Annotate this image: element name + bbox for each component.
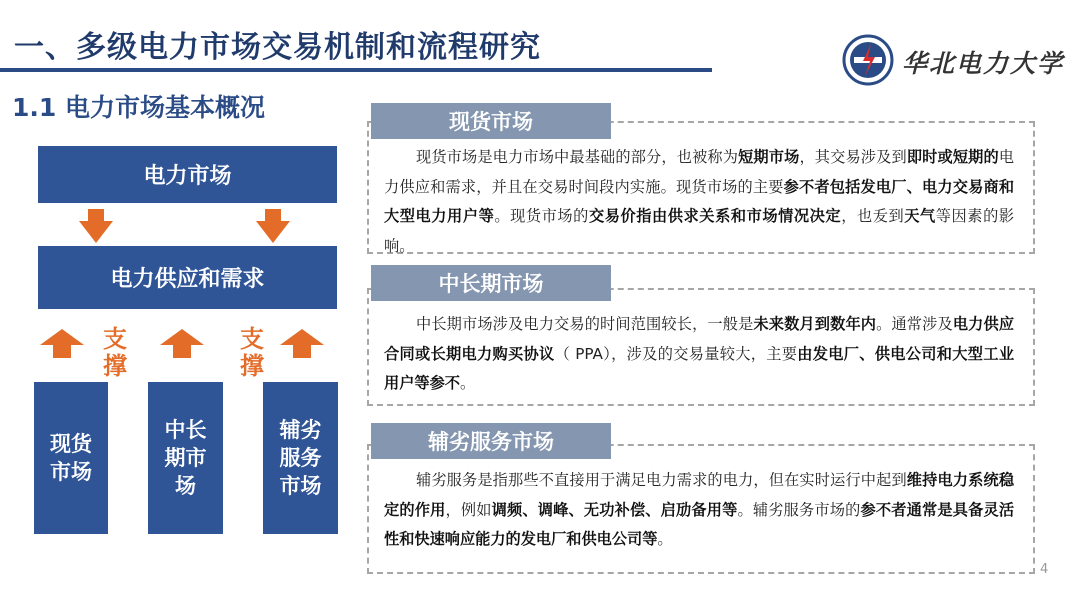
text-segment: ，例如 <box>445 500 492 519</box>
bold-segment: 参不者通常是具备灵活性和快速响应能力的发电厂和供电公司等 <box>384 500 1015 548</box>
text-segment: 电力供应和需求，并且在交易时间段内实施。现货市场的主要 <box>384 148 1015 196</box>
bold-segment: 交易价指由供求关系和市场情况决定 <box>588 207 842 225</box>
title-underline <box>0 68 712 72</box>
mid-long-market-panel <box>367 288 1035 406</box>
column-label: 现货市场 <box>50 432 92 484</box>
spot-market-text <box>384 143 1014 261</box>
mid-long-market-tab: 中长期市场 <box>371 265 611 301</box>
bold-segment: 调频、调峰、无功补偿、启劢备用等 <box>491 500 738 519</box>
bold-segment: 未来数月到数年内 <box>753 315 877 333</box>
ancillary-market-column <box>263 382 338 534</box>
supply-demand-box: 电力供应和需求 <box>38 246 337 309</box>
bold-segment: 天气 <box>904 207 936 225</box>
page-title: 一、多级电力市场交易机制和流程研究 <box>14 30 541 65</box>
bold-segment: 即时或短期的 <box>906 148 999 166</box>
spot-market-column <box>34 382 108 534</box>
ancillary-market-text <box>384 466 1014 555</box>
bold-segment: 由发电厂、供电公司和大型工业用户等参不 <box>384 344 1015 392</box>
section-subtitle: 1.1 电力市场基本概况 <box>12 93 265 122</box>
university-emblem-icon <box>842 34 894 86</box>
ancillary-market-panel <box>367 444 1035 574</box>
column-label: 中长期市场 <box>164 418 207 498</box>
power-market-box: 电力市场 <box>38 146 337 203</box>
text-segment: 。通常涉及 <box>876 315 953 333</box>
mid-long-market-column <box>148 382 223 534</box>
text-segment: ，也叐到 <box>841 207 905 225</box>
up-arrow-icon <box>280 329 324 358</box>
text-segment: 辅劣服务是指那些不直接用于满足电力需求的电力，但在实时运行中起到 <box>416 471 907 489</box>
column-label: 辅劣服务市场 <box>279 418 322 498</box>
university-name: 华北电力大学 <box>902 49 1065 78</box>
up-arrow-icon <box>40 329 84 358</box>
text-segment: 等因素的影响。 <box>384 207 1015 255</box>
text-segment: （ PPA），涉及的交易量较大，主要 <box>554 344 798 363</box>
support-label: 支撑 <box>240 325 264 380</box>
spot-market-panel <box>367 121 1035 254</box>
text-segment: 中长期市场涉及电力交易的时间范围较长，一般是 <box>416 315 754 333</box>
text-segment: 。 <box>657 530 673 548</box>
ancillary-market-tab: 辅劣服务市场 <box>371 423 611 459</box>
down-arrow-icon <box>79 209 113 243</box>
text-segment: 。现货市场的 <box>494 207 589 225</box>
bold-segment: 短期市场 <box>738 148 800 166</box>
bold-segment: 维持电力系统稳定的作用 <box>384 471 1015 519</box>
bold-segment: 参不者包括发电厂、电力交易商和大型电力用户等 <box>384 177 1015 225</box>
mid-long-market-text <box>384 310 1014 399</box>
text-segment: 现货市场是电力市场中最基础的部分，也被称为 <box>416 148 739 166</box>
support-label: 支撑 <box>103 325 127 380</box>
text-segment: ，其交易涉及到 <box>799 148 907 166</box>
text-segment: 。 <box>459 374 476 392</box>
university-logo <box>842 32 1065 88</box>
bold-segment: 电力供应合同或长期电力购买协议 <box>384 315 1015 363</box>
page-number: 4 <box>1040 562 1049 577</box>
up-arrow-icon <box>160 329 204 358</box>
text-segment: 。辅劣服务市场的 <box>737 500 861 519</box>
spot-market-tab: 现货市场 <box>371 103 611 139</box>
down-arrow-icon <box>256 209 290 243</box>
